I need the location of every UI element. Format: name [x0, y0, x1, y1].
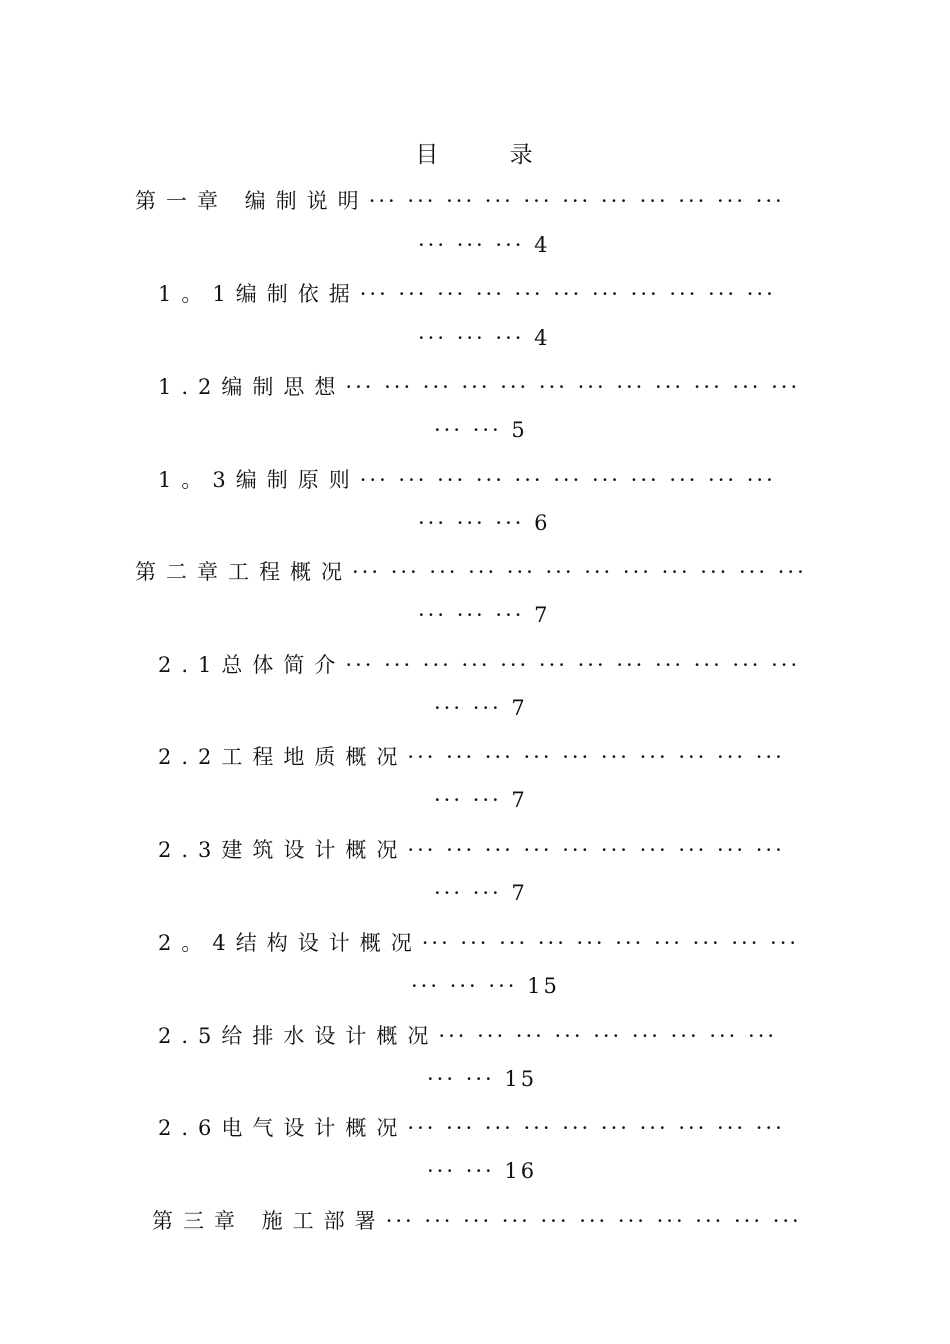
toc-entry-label: 1。3编制原则 [158, 468, 360, 492]
toc-entry-leader: ··· ··· ··· ··· ··· ··· ··· ··· ··· ··· ··· ··· [345, 653, 801, 677]
toc-entry-page: ··· ··· 7 [434, 696, 528, 720]
toc-entry-leader: ··· ··· ··· ··· ··· ··· ··· ··· ··· ··· ··· ··· [345, 375, 801, 399]
toc-entry [158, 371, 800, 401]
toc-entry [158, 1112, 785, 1142]
toc-entry [158, 834, 785, 864]
toc-entry-page: ··· ··· ··· 7 [418, 603, 551, 627]
toc-entry-page: ··· ··· 16 [427, 1159, 538, 1183]
toc-entry [135, 185, 785, 215]
toc-entry-page: ··· ··· 7 [434, 881, 528, 905]
toc-entry-label: 1。1编制依据 [158, 282, 360, 306]
toc-entry-page: ··· ··· 5 [434, 418, 528, 442]
toc-entry-page: ··· ··· ··· 6 [418, 511, 551, 535]
toc-entry-page: ··· ··· ··· 4 [418, 326, 551, 350]
toc-entry [158, 649, 800, 679]
toc-entry-leader: ··· ··· ··· ··· ··· ··· ··· ··· ··· ··· [407, 1116, 785, 1140]
toc-entry [158, 1020, 777, 1050]
toc-title [0, 136, 950, 169]
toc-entry-label: 第一章 编制说明 [135, 189, 369, 213]
toc-entry-label: 2.1总体简介 [158, 653, 346, 677]
toc-entry-leader: ··· ··· ··· ··· ··· ··· ··· ··· ··· ··· ··· [359, 468, 776, 492]
toc-entry-page: ··· ··· 15 [427, 1067, 538, 1091]
toc-entry-page: ··· ··· ··· 15 [411, 974, 560, 998]
toc-entry-label: 2。4结构设计概况 [158, 931, 422, 955]
toc-title-char-2: 录 [509, 142, 535, 168]
toc-entry-leader: ··· ··· ··· ··· ··· ··· ··· ··· ··· ··· ··· [359, 282, 776, 306]
toc-entry-leader: ··· ··· ··· ··· ··· ··· ··· ··· ··· ··· ··· [385, 1209, 802, 1233]
toc-entry-page: ··· ··· 7 [434, 788, 528, 812]
toc-entry-label: 第二章工程概况 [135, 560, 352, 584]
toc-entry-leader: ··· ··· ··· ··· ··· ··· ··· ··· ··· ··· [407, 745, 785, 769]
toc-title-char-1: 目 [415, 142, 441, 168]
toc-entry-label: 2.6电气设计概况 [158, 1116, 408, 1140]
toc-entry [158, 741, 785, 771]
toc-entry-label: 2.2工程地质概况 [158, 745, 408, 769]
toc-entry-leader: ··· ··· ··· ··· ··· ··· ··· ··· ··· ··· [407, 838, 785, 862]
toc-entry-leader: ··· ··· ··· ··· ··· ··· ··· ··· ··· ··· ··· [368, 189, 785, 213]
toc-entry-label: 2.3建筑设计概况 [158, 838, 408, 862]
toc-entry [152, 1205, 802, 1235]
toc-entry [135, 556, 807, 586]
toc-entry [158, 278, 776, 308]
toc-entry-label: 2.5给排水设计概况 [158, 1024, 439, 1048]
toc-entry-label: 1.2编制思想 [158, 375, 346, 399]
toc-entry-page: ··· ··· ··· 4 [418, 233, 551, 257]
toc-entry [158, 464, 776, 494]
toc-entry-leader: ··· ··· ··· ··· ··· ··· ··· ··· ··· ··· ··· ··· [352, 560, 807, 584]
toc-entry-leader: ··· ··· ··· ··· ··· ··· ··· ··· ··· [438, 1024, 778, 1048]
toc-entry-label: 第三章 施工部署 [152, 1209, 386, 1233]
toc-entry [158, 927, 799, 957]
toc-entry-leader: ··· ··· ··· ··· ··· ··· ··· ··· ··· ··· [421, 931, 800, 955]
